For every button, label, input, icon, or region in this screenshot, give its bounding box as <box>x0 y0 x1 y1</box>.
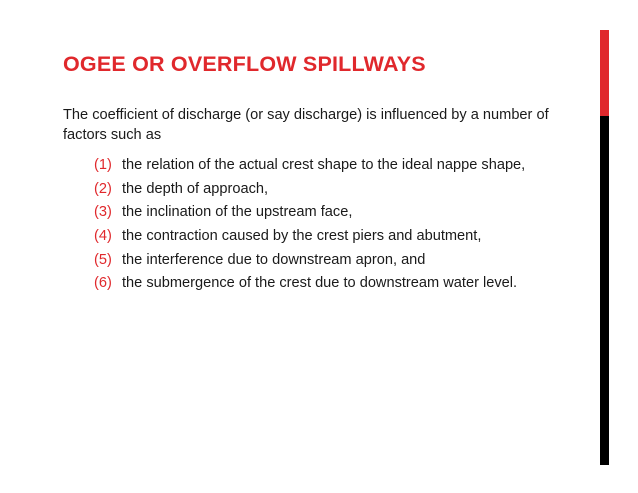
list-item-text: the depth of approach, <box>122 180 269 197</box>
list-item-text: the interference due to downstream apron, and <box>122 251 426 268</box>
list-item-number: (3) <box>94 204 112 221</box>
accent-bar-red <box>600 30 609 116</box>
list-item-number: (5) <box>94 251 112 268</box>
intro-paragraph: The coefficient of discharge (or say discharge) is influenced by a number of factors such as <box>63 107 549 143</box>
list-item <box>94 154 525 178</box>
list-item <box>94 225 525 249</box>
list-item-text: the submergence of the crest due to downstream water level. <box>122 275 518 292</box>
list-item <box>94 201 525 225</box>
list-item <box>94 272 525 296</box>
list-item-number: (6) <box>94 275 112 292</box>
list-item-text: the relation of the actual crest shape to the ideal nappe shape, <box>122 157 526 173</box>
list-item <box>94 249 525 273</box>
factor-list <box>94 154 525 296</box>
list-item <box>94 178 525 202</box>
list-item-text: the contraction caused by the crest piers and abutment, <box>122 228 482 245</box>
list-item-number: (4) <box>94 228 112 245</box>
list-item-number: (1) <box>94 157 112 173</box>
slide-title: OGEE OR OVERFLOW SPILLWAYS <box>63 52 426 76</box>
accent-bar-black <box>600 116 609 465</box>
list-item-number: (2) <box>94 180 112 197</box>
list-item-text: the inclination of the upstream face, <box>122 204 353 221</box>
